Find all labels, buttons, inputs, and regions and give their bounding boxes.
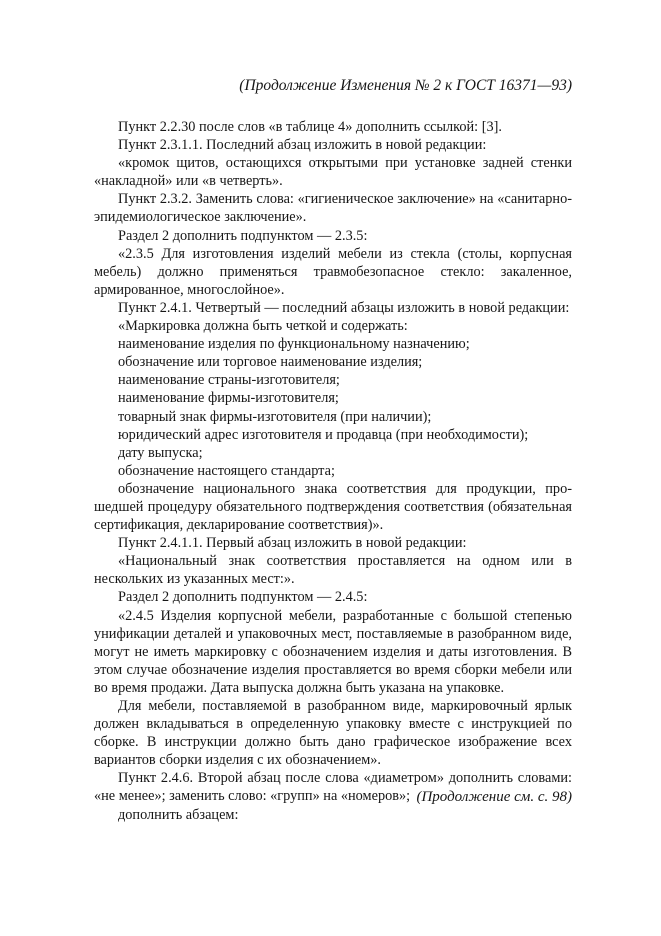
paragraph: Пункт 2.4.1. Четвертый — последний абзацы изложить в новой редакции: (118, 299, 570, 316)
paragraph: Пункт 2.3.2. Заменить слова: «гигиеническое заключение» на «санитарно-эпидемиологическое заключение». (94, 191, 572, 226)
paragraph: Раздел 2 дополнить подпунктом — 2.4.5: (118, 589, 368, 606)
paragraph: Для мебели, поставляемой в разобранном виде, маркировочный ярлык должен вкладываться в определенную упаковку вместе с инструкцией по сборке. В инструкции должно быть дано графическое изображение всех вариантов сборки изделия с их обозначением». (94, 698, 572, 769)
list-item: обозначение или торговое наименование изделия; (118, 354, 423, 371)
list-item: дату выпуска; (118, 444, 203, 461)
continuation-note: (Продолжение см. с. 98) (416, 789, 572, 805)
paragraph: Пункт 2.4.1.1. Первый абзац изложить в новой редакции: (118, 535, 467, 552)
list-item: товарный знак фирмы-изготовителя (при наличии); (118, 408, 432, 425)
list-item: наименование страны-изготовителя; (118, 372, 340, 389)
paragraph: «2.3.5 Для изготовления изделий мебели из стекла (столы, корпусная мебель) должно применяться травмобезопасное стекло: закаленное, армированное, многослойное». (94, 245, 572, 298)
list-item: наименование изделия по функциональному назначению; (118, 336, 470, 353)
paragraph: Пункт 2.3.1.1. Последний абзац изложить в новой редакции: (118, 137, 487, 154)
list-item: обозначение национального знака соответствия для продукции, прошедшей процедуру обязательного подтверждения соответствия (обязательная сертификация, декларирование соответствия)». (94, 480, 572, 534)
paragraph: «Национальный знак соответствия проставляется на одном или в нескольких из указанных мест:». (94, 553, 572, 588)
paragraph: дополнить абзацем: (118, 806, 239, 823)
list-item: наименование фирмы-изготовителя; (118, 390, 339, 407)
paragraph: «2.4.5 Изделия корпусной мебели, разработанные с большой степенью унификации деталей и упаковочных мест, поставляемые в разобранном виде, могут не иметь маркировку с обозначением изделия и даты изготовления. В этом случае обозначение изделия проставляется во время сборки мебели или во время продажи. Дата выпуска должна быть указана на упаковке. (94, 607, 572, 696)
page-header: (Продолжение Изменения № 2 к ГОСТ 16371—93) (239, 77, 572, 94)
list-item: обозначение настоящего стандарта; (118, 462, 335, 479)
list-item: юридический адрес изготовителя и продавца (при необходимости); (118, 426, 529, 443)
paragraph: Пункт 2.2.30 после слов «в таблице 4» дополнить ссылкой: [3]. (118, 119, 502, 135)
document-body (94, 118, 572, 824)
paragraph: Пункт 2.4.6. Второй абзац после слова «диаметром» дополнить словами: «не менее»; заменить слово: «групп» на «номеров»; (94, 770, 572, 805)
paragraph: «Маркировка должна быть четкой и содержать: (118, 318, 408, 335)
paragraph: Раздел 2 дополнить подпунктом — 2.3.5: (118, 227, 368, 244)
paragraph: «кромок щитов, остающихся открытыми при установке задней стенки «накладной» или «в четверть». (94, 155, 572, 190)
